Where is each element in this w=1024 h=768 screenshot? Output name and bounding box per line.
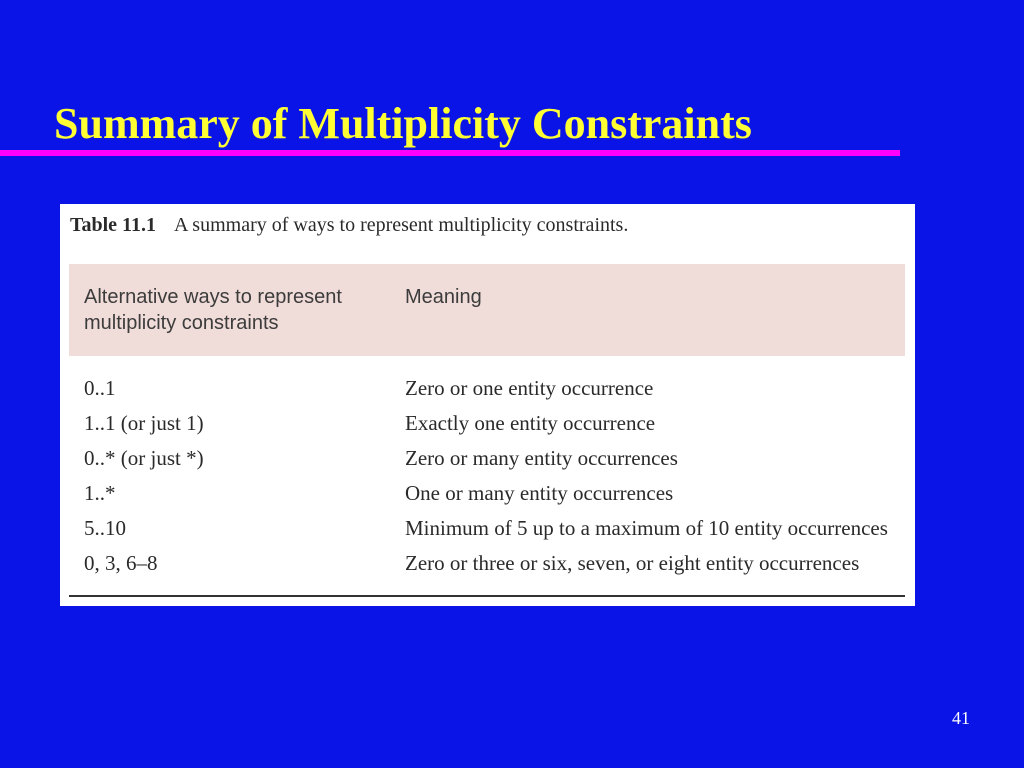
multiplicity-table [60,204,915,606]
table-bottom-rule [69,595,905,597]
table-row [60,442,915,477]
title-divider [0,150,900,156]
notation-cell: 1..* [84,481,116,505]
meaning-cell: One or many entity occurrences [405,481,674,505]
notation-cell: 1..1 (or just 1) [84,411,204,435]
meaning-cell: Minimum of 5 up to a maximum of 10 entity occurrences [405,516,888,540]
notation-cell: 0, 3, 6–8 [84,551,158,575]
notation-cell: 0..* (or just *) [84,446,204,470]
header-notation: Alternative ways to represent multiplicity constraints [84,286,342,334]
table-caption-label: Table 11.1 [70,214,156,236]
table-row [60,512,915,547]
meaning-cell: Zero or one entity occurrence [405,376,654,400]
table-row [60,407,915,442]
meaning-cell: Zero or three or six, seven, or eight entity occurrences [405,551,860,575]
table-caption-text: A summary of ways to represent multiplicity constraints. [173,214,629,236]
table-row [60,547,915,582]
table-header [69,264,905,356]
meaning-cell: Exactly one entity occurrence [405,411,656,435]
notation-cell: 5..10 [84,516,126,540]
meaning-cell: Zero or many entity occurrences [405,446,678,470]
notation-cell: 0..1 [84,376,116,400]
table-body [60,372,915,582]
table-row [60,372,915,407]
page-number: 41 [952,708,970,728]
table-caption [70,214,628,237]
header-meaning: Meaning [405,286,482,308]
slide-title: Summary of Multiplicity Constraints [54,99,752,148]
table-row [60,477,915,512]
